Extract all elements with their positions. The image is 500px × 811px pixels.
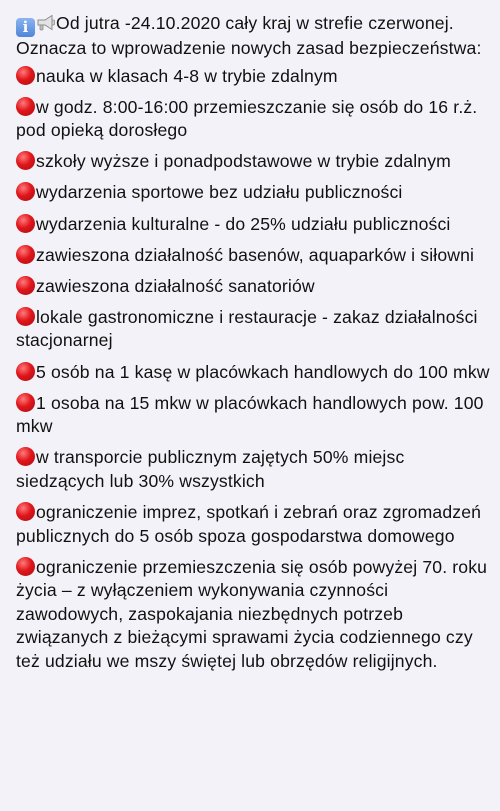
red-circle-icon (16, 214, 35, 233)
intro-paragraph (16, 12, 490, 61)
list-item (16, 275, 490, 299)
measures-list (16, 65, 490, 674)
red-circle-icon (16, 182, 35, 201)
list-item-text: wydarzenia kulturalne - do 25% udziału publiczności (36, 213, 451, 234)
list-item (16, 501, 490, 548)
list-item-text: 1 osoba na 15 mkw w placówkach handlowych pow. 100 mkw (16, 392, 484, 437)
list-item-text: ograniczenie przemieszczenia się osób powyżej 70. roku życia – z wyłączeniem wykonywania czynności zawodowych, zaspokajania niezbędnych potrzeb związanych z bieżącymi sprawami życia codziennego czy też udziału we mszy świętej lub obrzędów religijnych. (16, 556, 488, 672)
list-item (16, 446, 490, 493)
list-item-text: lokale gastronomiczne i restauracje - zakaz działalności stacjonarnej (16, 306, 478, 351)
list-item (16, 244, 490, 268)
red-circle-icon (16, 557, 35, 576)
megaphone-icon (36, 13, 56, 32)
list-item (16, 361, 490, 385)
list-item-text: wydarzenia sportowe bez udziału publiczności (36, 182, 403, 203)
red-circle-icon (16, 362, 35, 381)
red-circle-icon (16, 66, 35, 85)
red-circle-icon (16, 393, 35, 412)
red-circle-icon (16, 502, 35, 521)
list-item-text: nauka w klasach 4-8 w trybie zdalnym (36, 65, 338, 86)
list-item (16, 556, 490, 674)
red-circle-icon (16, 151, 35, 170)
list-item (16, 181, 490, 205)
list-item-text: zawieszona działalność basenów, aquaparków i siłowni (36, 244, 475, 265)
red-circle-icon (16, 447, 35, 466)
list-item-text: szkoły wyższe i ponadpodstawowe w trybie zdalnym (36, 151, 451, 172)
list-item (16, 96, 490, 143)
red-circle-icon (16, 276, 35, 295)
red-circle-icon (16, 245, 35, 264)
list-item (16, 213, 490, 237)
list-item-text: ograniczenie imprez, spotkań i zebrań oraz zgromadzeń publicznych do 5 osób spoza gospodarstwa domowego (16, 502, 482, 546)
list-item-text: w godz. 8:00-16:00 przemieszczanie się osób do 16 r.ż. pod opieką dorosłego (16, 96, 478, 141)
info-icon: i (16, 18, 35, 37)
list-item-text: zawieszona działalność sanatoriów (36, 275, 315, 296)
list-item (16, 392, 490, 439)
list-item-text: w transporcie publicznym zajętych 50% miejsc siedzących lub 30% wszystkich (16, 447, 405, 491)
list-item (16, 150, 490, 174)
list-item (16, 306, 490, 353)
intro-text: Od jutra -24.10.2020 cały kraj w strefie czerwonej. Oznacza to wprowadzenie nowych zasad bezpieczeństwa: (16, 13, 482, 58)
list-item-text: 5 osób na 1 kasę w placówkach handlowych do 100 mkw (36, 361, 490, 382)
red-circle-icon (16, 307, 35, 326)
list-item (16, 65, 490, 89)
red-circle-icon (16, 97, 35, 116)
